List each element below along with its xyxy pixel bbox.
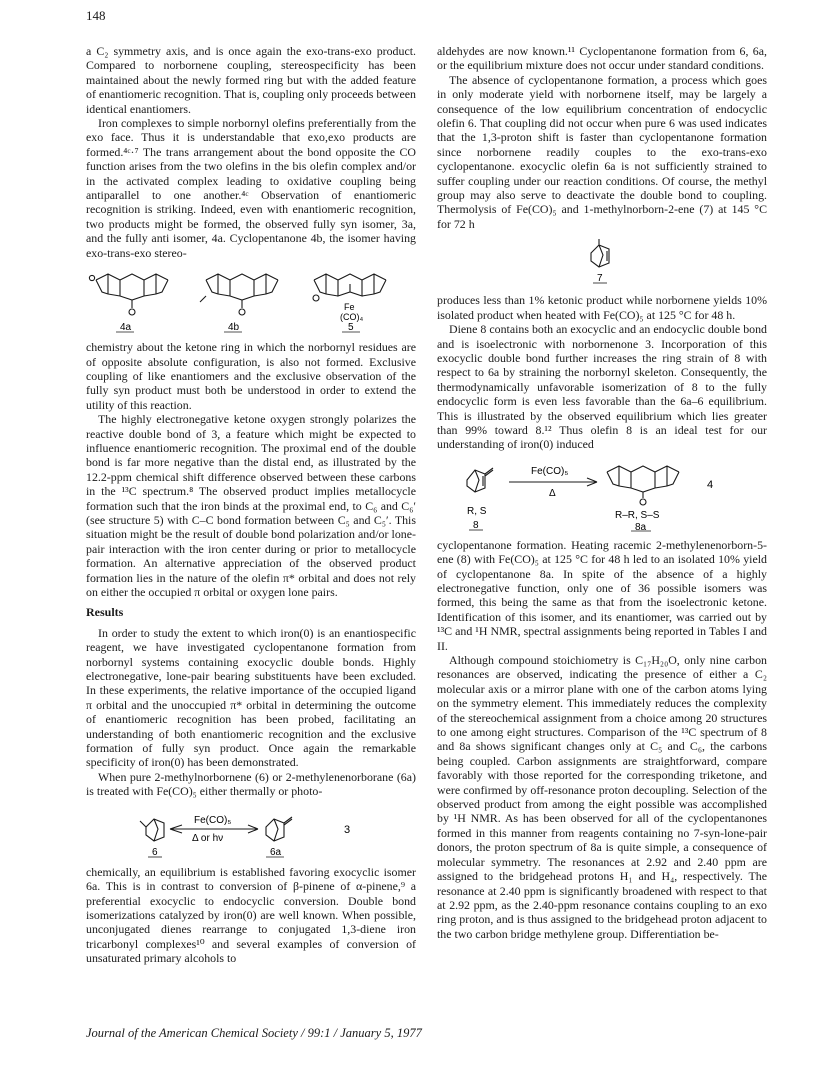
structure-7-drawing [437, 237, 767, 287]
equation-3 [86, 805, 416, 859]
page-number: 148 [86, 8, 106, 23]
label-6a: 6a [270, 846, 282, 858]
paragraph: a C₂ symmetry axis, and is once again the exo-trans-exo product. Compared to norbornene coupling, stereospecificity has been maintained about the newly formed ring but with the added feature of enantiomeric recognition. That is, coupling only proceeds between identical enantiomers. [86, 44, 416, 116]
equation-3-drawing [86, 805, 416, 859]
left-column [86, 44, 416, 966]
label-7: 7 [597, 273, 603, 285]
paragraph: Diene 8 contains both an exocyclic and an endocyclic double bond and is isoelectronic with norbornenone 3. Incorporation of this exocyclic double bond further increases the ring strain of 8 with respect to 6a by straining the norbornyl skeleton. Consequently, the thermodynamically unfavorable isomerization of 8 to the fully endocyclic form is even less favorable than the 6a–6 equilibrium. This is illustrated by the observed equilibrium which lies greater than 99% toward 8.¹² Thus olefin 8 is an ideal test for our understanding of iron(0) induced [437, 322, 767, 452]
equation-number-3: 3 [344, 823, 351, 836]
paragraph: chemically, an equilibrium is established favoring exocyclic isomer 6a. This is in contrast to conversion of β-pinene of α-pinene,⁹ a preferential exocyclic to endocyclic conversion. Double bond isomerizations catalyzed by iron(0) are well known. When possible, unconjugated dienes rearrange to conjugated 1,3-diene iron tricarbonyl complexes¹⁰ and several examples of conversion of unsaturated primary alcohols to [86, 864, 416, 966]
section-heading: Results [86, 605, 124, 620]
equation-4-drawing [437, 458, 767, 532]
structure-drawings [86, 266, 416, 334]
paragraph: aldehydes are now known.¹¹ Cyclopentanone formation from 6, 6a, or the equilibrium mixture does not occur under standard conditions. [437, 44, 767, 73]
paragraph: cyclopentanone formation. Heating racemic 2-methylenenorborn-5-ene (8) with Fe(CO)₅ at 125 °C for 48 h led to an isolated 10% yield of cyclopentanone 8a. In spite of the absence of a highly electronegative function, only one of 36 possible isomers was formed, this being the same as that from the isoelectronic ketone. Identification of this isomer, and its enantiomer, was carried out by ¹³C and ¹H NMR, spectral assignments being reported in Tables I and II. [437, 537, 767, 653]
stereo-label-8: R, S [467, 505, 487, 517]
label-5: 5 [348, 322, 354, 334]
paragraph: Iron complexes to simple norbornyl olefins preferentially from the exo face. Thus it is understandable that exo,exo products are formed.⁴ᶜ·⁷ The trans arrangement about the bond opposite the CO function arises from the two olefins in the bis olefin complex and/or in the activated complex leading to oxidative coupling being antiparallel to one another.⁴ᶜ Observation of enantiomeric recognition is striking. Indeed, even with enantiomeric recognition, two products might be formed, the observed fully syn isomer, 3a, and the fully anti isomer, 4a. Cyclopentanone 4b, the isomer having exo-trans-exo stereo- [86, 116, 416, 260]
equation-number-4: 4 [707, 478, 714, 491]
label-8a: 8a [635, 521, 647, 532]
reagent-fe-co5: Fe(CO)₅ [194, 814, 232, 826]
label-4b: 4b [228, 322, 240, 334]
equation-4 [437, 458, 767, 532]
label-fe: Fe [344, 302, 355, 313]
figure-structure-7 [437, 237, 767, 287]
figure-structures-4a-4b-5 [86, 266, 416, 334]
paragraph: produces less than 1% ketonic product while norbornene yields 10% isolated product when heated with Fe(CO)₅ at 125 °C for 48 h. [437, 293, 767, 322]
reagent-fe-co5: Fe(CO)₅ [531, 465, 569, 477]
label-co4: (CO)₄ [340, 312, 364, 323]
paragraph: chemistry about the ketone ring in which the norbornyl residues are of opposite absolute configuration, is also not formed. Exclusive coupling of like enantiomers and the exclusive observation of the fully syn product must both be understood in order to extend the utility of this reaction. [86, 340, 416, 412]
stereo-label-8a: R–R, S–S [615, 509, 660, 521]
paragraph: When pure 2-methylnorbornene (6) or 2-methylenenorborane (6a) is treated with Fe(CO)₅ either thermally or photo- [86, 769, 416, 799]
right-column [437, 44, 767, 941]
condition-heat-or-light: Δ or hν [192, 832, 224, 844]
journal-footer: Journal of the American Chemical Society / 99:1 / January 5, 1977 [86, 1026, 422, 1040]
paragraph: The absence of cyclopentanone formation, a process which goes in only moderate yield with norbornene itself, may be largely a consequence of the low equilibrium concentration of endocyclic olefin 6. That coupling did not occur when pure 6 was used indicates that the 1,3-proton shift is faster than cyclopentanone formation since norbornene readily couples to the exo-trans-exo cyclopentanone. exocyclic olefin 6a is not sufficiently strained to suffer coupling under our reaction conditions. Of course, the methyl group may also serve to deactivate the double bond to coupling. Thermolysis of Fe(CO)₅ and 1-methylnorborn-2-ene (7) at 145 °C for 72 h [437, 72, 767, 231]
paragraph: Although compound stoichiometry is C₁₇H₂₀O, only nine carbon resonances are observed, indicating the presence of either a C₂ molecular axis or a mirror plane with one of the carbon atoms lying on the symmetry element. This immediately reduces the complexity of the stereochemical assignment from a choice among 20 structures to one among eight structures. Comparison of the ¹³C spectrum of 8 and 8a shows significant changes only at C₅ and C₆, the carbons being coupled. Carbon assignments are straightforward, compare favorably with those reported for the corresponding triketone, and were confirmed by off-resonance proton decoupling. Selection of the observed product from among the eight possible was accomplished by ¹H NMR. As has been observed for all of the cyclopentanones formed in this manner from reagents containing no 7-syn-lone-pair donors, the proton spectrum of 8a is quite simple, a consequence of molecular symmetry. The resonances at 2.92 and 2.40 ppm are assigned to the bridgehead protons H₁ and H₄, respectively. The resonance at 2.40 ppm is significantly broadened with respect to that at 2.92 ppm, as the 2.40-ppm resonance contains coupling to an exo ring proton, and is thus assigned to the bridgehead proton adjacent to the two carbon bridge methylene group. Differentiation be- [437, 653, 767, 941]
paragraph: The highly electronegative ketone oxygen strongly polarizes the reactive double bond of 3, a feature which might be expected to influence enantiomeric recognition. The proximal end of the double bond is far more negative than the distal end, as illustrated by the 12.2-ppm chemical shift difference observed between these carbons in the ¹³C spectrum.⁸ The observed product implies metallocycle formation such that the iron binds at the proximal end, to C₆ and C₆′ (see structure 5) with C–C bond formation between C₅ and C₅′. This situation might be the result of double bond polarization and/or lone-pair interaction with the iron center during or prior to metallocycle formation. An alternative appreciation of the observed product formation lies in the nature of the olefin π* orbital and does not rely on either the occupied π orbital or oxygen lone pairs. [86, 412, 416, 599]
condition-heat: Δ [549, 487, 556, 499]
paragraph: In order to study the extent to which iron(0) is an enantiospecific reagent, we have investigated cyclopentanone formation from norbornyl systems containing exocyclic double bonds. Highly electronegative, lone-pair bearing substituents have been excluded. In these experiments, the relative importance of the occupied ligand π orbital and the unoccupied π* orbital in determining the outcome of enantiomeric recognition has been probed, facilitating an understanding of both enantiomeric recognition and the exclusive formation of fully syn product. Once again the remarkable specificity of iron(0) has been demonstrated. [86, 625, 416, 770]
label-8: 8 [473, 519, 479, 531]
label-6: 6 [152, 846, 158, 858]
label-4a: 4a [120, 322, 132, 334]
